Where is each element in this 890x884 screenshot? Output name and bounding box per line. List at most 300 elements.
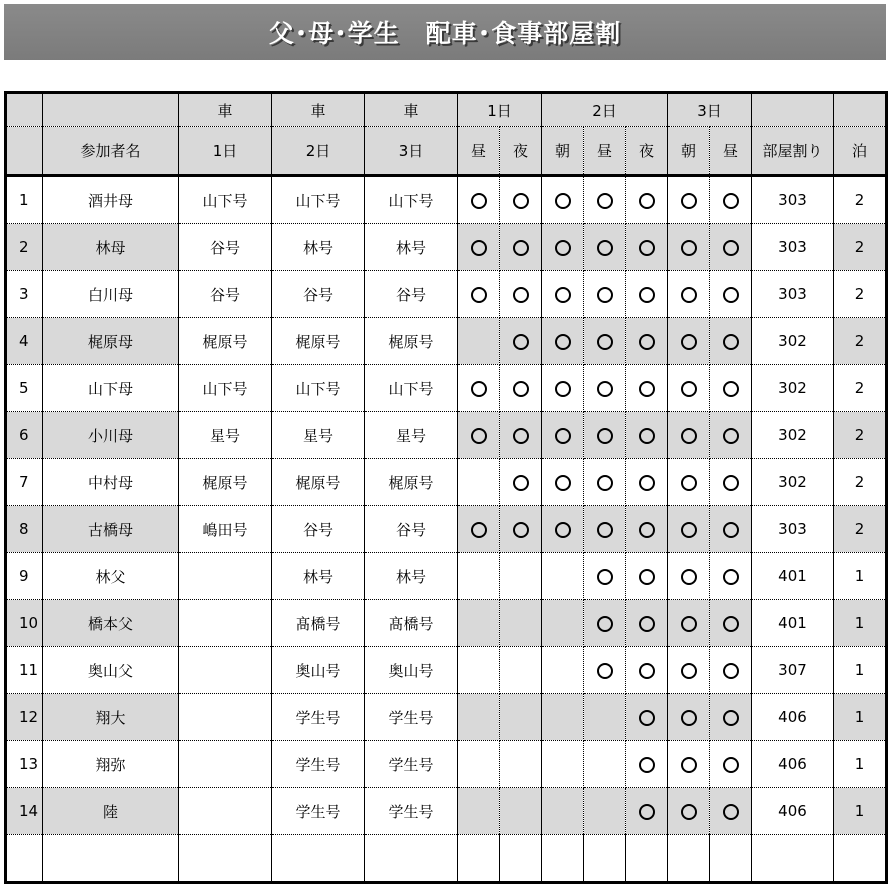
row-number: 10 <box>6 600 43 647</box>
meal-d1-lunch <box>458 506 500 553</box>
meal-d1-dinner <box>500 553 542 600</box>
meal-d3-lunch <box>710 647 752 694</box>
header-day-1: 1日 <box>458 93 542 127</box>
room-number: 307 <box>752 647 834 694</box>
meal-d1-lunch <box>458 741 500 788</box>
header-car-1: 車 <box>179 93 272 127</box>
meal-d2-breakfast <box>542 224 584 271</box>
meal-d3-breakfast <box>668 224 710 271</box>
attending-circle-icon <box>681 710 697 726</box>
header-car-day-2: 2日 <box>272 127 365 176</box>
car-day-2: 学生号 <box>272 741 365 788</box>
room-number: 302 <box>752 365 834 412</box>
table-row <box>6 788 887 835</box>
header-meal-d2-breakfast: 朝 <box>542 127 584 176</box>
participant-name: 陸 <box>43 788 179 835</box>
nights-count: 2 <box>834 365 887 412</box>
meal-d3-lunch <box>710 553 752 600</box>
attending-circle-icon <box>513 240 529 256</box>
meal-d1-lunch <box>458 647 500 694</box>
row-number: 2 <box>6 224 43 271</box>
car-day-2: 谷号 <box>272 271 365 318</box>
meal-d1-lunch <box>458 318 500 365</box>
meal-d1-dinner <box>500 694 542 741</box>
attending-circle-icon <box>723 428 739 444</box>
participant-name: 酒井母 <box>43 176 179 224</box>
meal-d1-dinner <box>500 600 542 647</box>
attending-circle-icon <box>639 475 655 491</box>
empty-cell <box>458 835 500 883</box>
nights-count: 2 <box>834 459 887 506</box>
attending-circle-icon <box>681 663 697 679</box>
attending-circle-icon <box>513 287 529 303</box>
attending-circle-icon <box>471 193 487 209</box>
empty-cell <box>6 835 43 883</box>
attending-circle-icon <box>723 616 739 632</box>
meal-d2-breakfast <box>542 176 584 224</box>
meal-d2-dinner <box>626 506 668 553</box>
attending-circle-icon <box>471 240 487 256</box>
participant-name: 橋本父 <box>43 600 179 647</box>
meal-d2-lunch <box>584 600 626 647</box>
attending-circle-icon <box>681 334 697 350</box>
attending-circle-icon <box>681 569 697 585</box>
car-day-1 <box>179 788 272 835</box>
table-row <box>6 506 887 553</box>
header-meal-d3-breakfast: 朝 <box>668 127 710 176</box>
meal-d3-breakfast <box>668 459 710 506</box>
meal-d3-lunch <box>710 459 752 506</box>
car-day-3: 星号 <box>365 412 458 459</box>
car-day-3: 学生号 <box>365 741 458 788</box>
meal-d2-breakfast <box>542 412 584 459</box>
attending-circle-icon <box>639 616 655 632</box>
attending-circle-icon <box>639 428 655 444</box>
header-meal-d2-dinner: 夜 <box>626 127 668 176</box>
meal-d1-lunch <box>458 459 500 506</box>
empty-cell <box>43 835 179 883</box>
row-number: 13 <box>6 741 43 788</box>
meal-d2-dinner <box>626 600 668 647</box>
attending-circle-icon <box>681 381 697 397</box>
row-number: 1 <box>6 176 43 224</box>
row-number: 4 <box>6 318 43 365</box>
attending-circle-icon <box>639 710 655 726</box>
page-title: 父･母･学生 配車･食事部屋割 <box>268 19 622 48</box>
attending-circle-icon <box>723 381 739 397</box>
meal-d2-dinner <box>626 553 668 600</box>
meal-d1-lunch <box>458 365 500 412</box>
car-day-1 <box>179 553 272 600</box>
attending-circle-icon <box>639 663 655 679</box>
meal-d2-dinner <box>626 271 668 318</box>
attending-circle-icon <box>555 240 571 256</box>
nights-count: 1 <box>834 647 887 694</box>
meal-d2-dinner <box>626 412 668 459</box>
participant-name: 林母 <box>43 224 179 271</box>
attending-circle-icon <box>639 804 655 820</box>
attending-circle-icon <box>639 381 655 397</box>
car-day-1: 嶋田号 <box>179 506 272 553</box>
car-day-1: 梶原号 <box>179 459 272 506</box>
attending-circle-icon <box>471 287 487 303</box>
attending-circle-icon <box>681 240 697 256</box>
meal-d1-dinner <box>500 741 542 788</box>
empty-cell <box>542 835 584 883</box>
meal-d2-dinner <box>626 741 668 788</box>
attending-circle-icon <box>597 381 613 397</box>
meal-d2-lunch <box>584 741 626 788</box>
meal-d1-dinner <box>500 647 542 694</box>
meal-d2-breakfast <box>542 647 584 694</box>
attending-circle-icon <box>639 522 655 538</box>
meal-d1-lunch <box>458 412 500 459</box>
car-day-2: 奥山号 <box>272 647 365 694</box>
attending-circle-icon <box>639 193 655 209</box>
nights-count: 1 <box>834 741 887 788</box>
car-day-2: 山下号 <box>272 365 365 412</box>
meal-d3-lunch <box>710 600 752 647</box>
empty-cell <box>710 835 752 883</box>
empty-cell <box>626 835 668 883</box>
meal-d3-breakfast <box>668 694 710 741</box>
car-day-3: 谷号 <box>365 271 458 318</box>
attending-circle-icon <box>471 381 487 397</box>
header-row-bottom <box>6 127 887 176</box>
attending-circle-icon <box>597 616 613 632</box>
room-number: 401 <box>752 600 834 647</box>
meal-d1-dinner <box>500 365 542 412</box>
participant-name: 翔大 <box>43 694 179 741</box>
row-number: 6 <box>6 412 43 459</box>
attending-circle-icon <box>597 193 613 209</box>
room-number: 303 <box>752 271 834 318</box>
header-blank-no <box>6 93 43 127</box>
car-day-2: 梶原号 <box>272 459 365 506</box>
room-number: 401 <box>752 553 834 600</box>
meal-d1-lunch <box>458 694 500 741</box>
table-row <box>6 224 887 271</box>
row-number: 8 <box>6 506 43 553</box>
attending-circle-icon <box>597 663 613 679</box>
meal-d1-lunch <box>458 553 500 600</box>
car-day-3: 学生号 <box>365 788 458 835</box>
attending-circle-icon <box>597 475 613 491</box>
attending-circle-icon <box>723 287 739 303</box>
table-row <box>6 600 887 647</box>
meal-d3-lunch <box>710 788 752 835</box>
meal-d1-lunch <box>458 176 500 224</box>
car-day-1: 星号 <box>179 412 272 459</box>
meal-d3-breakfast <box>668 600 710 647</box>
attending-circle-icon <box>513 193 529 209</box>
meal-d2-breakfast <box>542 318 584 365</box>
header-room: 部屋割り <box>752 127 834 176</box>
attending-circle-icon <box>471 522 487 538</box>
nights-count: 2 <box>834 176 887 224</box>
meal-d2-lunch <box>584 224 626 271</box>
meal-d3-breakfast <box>668 647 710 694</box>
participant-name: 梶原母 <box>43 318 179 365</box>
attending-circle-icon <box>513 522 529 538</box>
nights-count: 2 <box>834 224 887 271</box>
meal-d2-breakfast <box>542 553 584 600</box>
car-day-2: 山下号 <box>272 176 365 224</box>
room-number: 406 <box>752 694 834 741</box>
meal-d3-lunch <box>710 365 752 412</box>
car-day-1: 谷号 <box>179 271 272 318</box>
meal-d1-dinner <box>500 318 542 365</box>
meal-d3-breakfast <box>668 176 710 224</box>
meal-d3-lunch <box>710 176 752 224</box>
assignment-table <box>4 91 888 884</box>
attending-circle-icon <box>555 475 571 491</box>
room-number: 406 <box>752 741 834 788</box>
row-number: 5 <box>6 365 43 412</box>
car-day-3: 山下号 <box>365 176 458 224</box>
table-row <box>6 459 887 506</box>
row-number: 14 <box>6 788 43 835</box>
meal-d2-breakfast <box>542 506 584 553</box>
room-number: 302 <box>752 318 834 365</box>
attending-circle-icon <box>681 757 697 773</box>
empty-cell <box>365 835 458 883</box>
nights-count: 2 <box>834 506 887 553</box>
nights-count: 1 <box>834 553 887 600</box>
car-day-2: 髙橋号 <box>272 600 365 647</box>
car-day-1 <box>179 741 272 788</box>
car-day-2: 谷号 <box>272 506 365 553</box>
meal-d2-lunch <box>584 365 626 412</box>
header-car-day-3: 3日 <box>365 127 458 176</box>
meal-d1-dinner <box>500 271 542 318</box>
empty-cell <box>272 835 365 883</box>
header-name: 参加者名 <box>43 127 179 176</box>
attending-circle-icon <box>513 428 529 444</box>
meal-d2-lunch <box>584 412 626 459</box>
car-day-3: 谷号 <box>365 506 458 553</box>
nights-count: 2 <box>834 271 887 318</box>
car-day-3: 山下号 <box>365 365 458 412</box>
meal-d3-lunch <box>710 694 752 741</box>
meal-d1-dinner <box>500 459 542 506</box>
header-meal-d2-lunch: 昼 <box>584 127 626 176</box>
attending-circle-icon <box>681 475 697 491</box>
attending-circle-icon <box>681 287 697 303</box>
attending-circle-icon <box>723 710 739 726</box>
room-number: 303 <box>752 506 834 553</box>
meal-d3-breakfast <box>668 318 710 365</box>
car-day-1: 梶原号 <box>179 318 272 365</box>
meal-d2-breakfast <box>542 600 584 647</box>
meal-d3-breakfast <box>668 788 710 835</box>
row-number: 3 <box>6 271 43 318</box>
meal-d2-dinner <box>626 365 668 412</box>
car-day-3: 奥山号 <box>365 647 458 694</box>
meal-d2-breakfast <box>542 271 584 318</box>
empty-cell <box>834 835 887 883</box>
meal-d3-breakfast <box>668 506 710 553</box>
attending-circle-icon <box>555 287 571 303</box>
table-row <box>6 694 887 741</box>
participant-name: 奥山父 <box>43 647 179 694</box>
meal-d2-dinner <box>626 788 668 835</box>
row-number: 7 <box>6 459 43 506</box>
header-meal-d3-lunch: 昼 <box>710 127 752 176</box>
meal-d1-lunch <box>458 788 500 835</box>
attending-circle-icon <box>597 569 613 585</box>
attending-circle-icon <box>639 569 655 585</box>
meal-d1-dinner <box>500 506 542 553</box>
meal-d2-lunch <box>584 176 626 224</box>
car-day-1 <box>179 600 272 647</box>
meal-d1-dinner <box>500 176 542 224</box>
meal-d3-lunch <box>710 224 752 271</box>
row-number: 9 <box>6 553 43 600</box>
participant-name: 翔弥 <box>43 741 179 788</box>
header-car-2: 車 <box>272 93 365 127</box>
attending-circle-icon <box>597 334 613 350</box>
car-day-1: 谷号 <box>179 224 272 271</box>
header-day-2: 2日 <box>542 93 668 127</box>
attending-circle-icon <box>513 334 529 350</box>
meal-d1-lunch <box>458 271 500 318</box>
row-number: 11 <box>6 647 43 694</box>
empty-cell <box>500 835 542 883</box>
empty-cell <box>179 835 272 883</box>
meal-d2-lunch <box>584 318 626 365</box>
car-day-2: 梶原号 <box>272 318 365 365</box>
meal-d3-breakfast <box>668 412 710 459</box>
empty-cell <box>668 835 710 883</box>
attending-circle-icon <box>681 804 697 820</box>
attending-circle-icon <box>597 240 613 256</box>
attending-circle-icon <box>681 193 697 209</box>
car-day-2: 林号 <box>272 553 365 600</box>
meal-d3-lunch <box>710 271 752 318</box>
meal-d3-lunch <box>710 506 752 553</box>
participant-name: 古橋母 <box>43 506 179 553</box>
attending-circle-icon <box>723 804 739 820</box>
meal-d3-breakfast <box>668 553 710 600</box>
header-meal-d1-lunch: 昼 <box>458 127 500 176</box>
attending-circle-icon <box>681 522 697 538</box>
table-row <box>6 412 887 459</box>
participant-name: 白川母 <box>43 271 179 318</box>
meal-d3-lunch <box>710 318 752 365</box>
attending-circle-icon <box>639 334 655 350</box>
attending-circle-icon <box>681 616 697 632</box>
meal-d3-lunch <box>710 412 752 459</box>
participant-name: 小川母 <box>43 412 179 459</box>
meal-d3-breakfast <box>668 741 710 788</box>
meal-d1-dinner <box>500 224 542 271</box>
empty-cell <box>752 835 834 883</box>
header-blank-nights <box>834 93 887 127</box>
meal-d3-breakfast <box>668 365 710 412</box>
header-nights: 泊 <box>834 127 887 176</box>
room-number: 302 <box>752 459 834 506</box>
car-day-3: 髙橋号 <box>365 600 458 647</box>
meal-d2-lunch <box>584 788 626 835</box>
attending-circle-icon <box>555 193 571 209</box>
header-blank-name <box>43 93 179 127</box>
room-number: 303 <box>752 176 834 224</box>
car-day-2: 星号 <box>272 412 365 459</box>
meal-d2-lunch <box>584 694 626 741</box>
attending-circle-icon <box>513 381 529 397</box>
header-car-3: 車 <box>365 93 458 127</box>
header-row-top <box>6 93 887 127</box>
meal-d3-breakfast <box>668 271 710 318</box>
meal-d2-dinner <box>626 318 668 365</box>
car-day-1 <box>179 647 272 694</box>
header-car-day-1: 1日 <box>179 127 272 176</box>
meal-d1-lunch <box>458 600 500 647</box>
meal-d2-dinner <box>626 694 668 741</box>
car-day-3: 梶原号 <box>365 318 458 365</box>
meal-d2-lunch <box>584 459 626 506</box>
attending-circle-icon <box>639 287 655 303</box>
meal-d1-lunch <box>458 224 500 271</box>
nights-count: 1 <box>834 694 887 741</box>
attending-circle-icon <box>639 240 655 256</box>
attending-circle-icon <box>723 663 739 679</box>
header-blank-no-2 <box>6 127 43 176</box>
table-row <box>6 271 887 318</box>
table-row-empty <box>6 835 887 883</box>
empty-cell <box>584 835 626 883</box>
participant-name: 林父 <box>43 553 179 600</box>
attending-circle-icon <box>471 428 487 444</box>
car-day-3: 林号 <box>365 553 458 600</box>
meal-d2-breakfast <box>542 788 584 835</box>
room-number: 303 <box>752 224 834 271</box>
nights-count: 2 <box>834 412 887 459</box>
attending-circle-icon <box>555 334 571 350</box>
meal-d2-dinner <box>626 647 668 694</box>
table-row <box>6 553 887 600</box>
table-row <box>6 176 887 224</box>
attending-circle-icon <box>513 475 529 491</box>
room-number: 302 <box>752 412 834 459</box>
attending-circle-icon <box>597 428 613 444</box>
meal-d2-lunch <box>584 271 626 318</box>
meal-d2-breakfast <box>542 694 584 741</box>
car-day-2: 林号 <box>272 224 365 271</box>
meal-d2-lunch <box>584 647 626 694</box>
attending-circle-icon <box>723 522 739 538</box>
attending-circle-icon <box>723 475 739 491</box>
meal-d2-breakfast <box>542 741 584 788</box>
attending-circle-icon <box>723 334 739 350</box>
table-row <box>6 318 887 365</box>
participant-name: 山下母 <box>43 365 179 412</box>
attending-circle-icon <box>681 428 697 444</box>
room-number: 406 <box>752 788 834 835</box>
car-day-3: 学生号 <box>365 694 458 741</box>
car-day-1: 山下号 <box>179 176 272 224</box>
car-day-3: 梶原号 <box>365 459 458 506</box>
table-row <box>6 647 887 694</box>
meal-d1-dinner <box>500 412 542 459</box>
meal-d2-lunch <box>584 506 626 553</box>
header-blank-room <box>752 93 834 127</box>
row-number: 12 <box>6 694 43 741</box>
attending-circle-icon <box>723 193 739 209</box>
table-row <box>6 741 887 788</box>
attending-circle-icon <box>723 757 739 773</box>
